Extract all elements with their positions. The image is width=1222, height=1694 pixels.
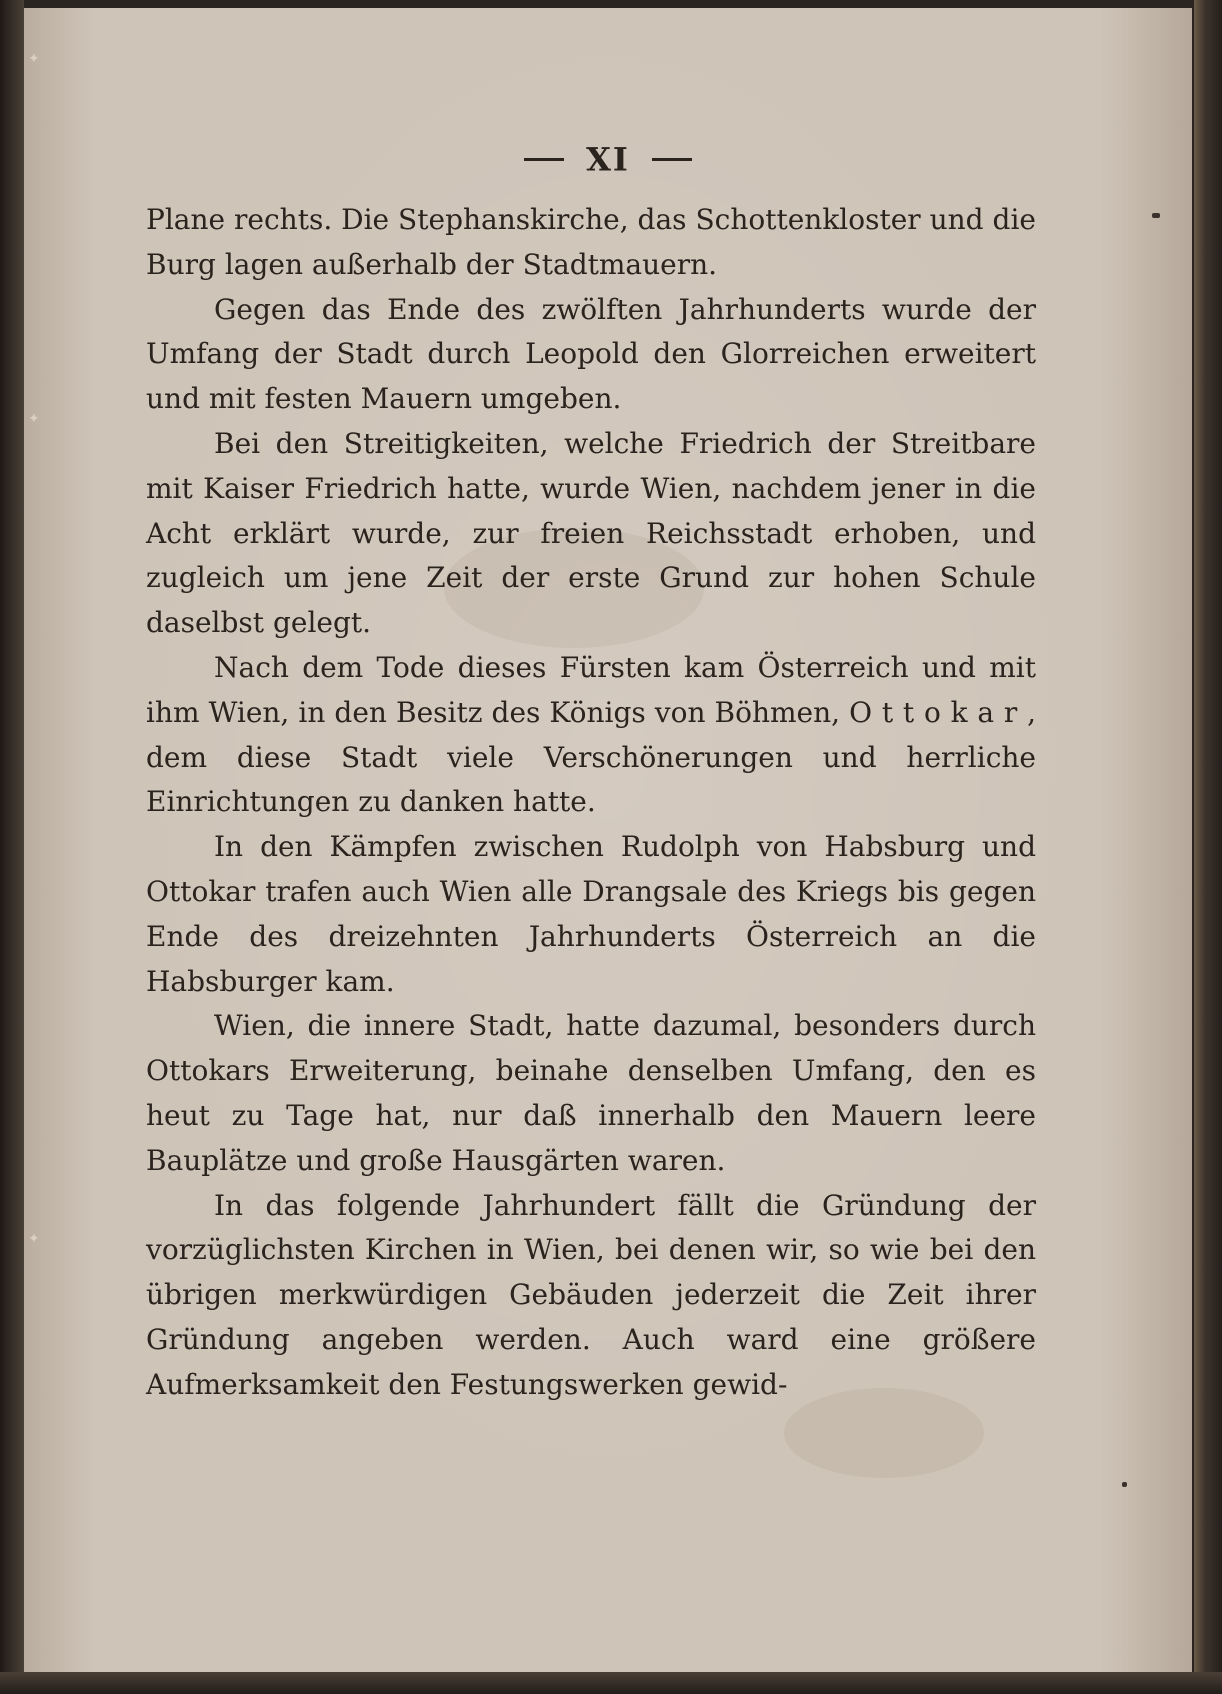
- book-page: [24, 8, 1192, 1672]
- paragraph: Wien, die innere Stadt, hatte dazumal, besonders durch Ottokars Erweiterung, beinahe denselben Umfang, den es heut zu Tage hat, nur daß innerhalb den Mauern leere Bauplätze und große Hausgärten waren.: [146, 1009, 1036, 1177]
- binding-edge: [0, 0, 24, 1694]
- body-text: [146, 198, 1036, 1408]
- paragraph: In das folgende Jahrhundert fällt die Gründung der vorzüglichsten Kirchen in Wien, bei denen wir, so wie bei den übrigen merkwürdigen Gebäuden jederzeit die Zeit ihrer Gründung angeben werden. Auch ward eine größere Aufmerksamkeit den Festungswerken gewid-: [146, 1188, 1036, 1401]
- paragraph-text: , dem diese Stadt viele Verschönerungen und herrliche Einrichtungen zu danken hatte.: [146, 695, 1036, 819]
- paragraph-text: Nach dem Tode dieses Fürsten kam Österreich und mit ihm Wien, in den Besitz des Königs von Böhmen,: [146, 650, 1036, 729]
- binding-thread-icon: ✦: [28, 51, 40, 67]
- page-edge-right: [1194, 0, 1222, 1694]
- paragraph: Bei den Streitigkeiten, welche Friedrich der Streitbare mit Kaiser Friedrich hatte, wurde Wien, nachdem jener in die Acht erklärt wurde, zur freien Reichsstadt erhoben, und zugleich um jene Zeit der erste Grund zur hohen Schule daselbst gelegt.: [146, 426, 1036, 640]
- paragraph-continuation: Plane rechts. Die Stephanskirche, das Schottenkloster und die Burg lagen außerhalb der Stadtmauern.: [146, 203, 1036, 281]
- paragraph: In den Kämpfen zwischen Rudolph von Habsburg und Ottokar trafen auch Wien alle Drangsale des Kriegs bis gegen Ende des dreizehnten Jahrhunderts Österreich an die Habsburger kam.: [146, 830, 1036, 998]
- ink-speck: [1152, 213, 1160, 218]
- binding-thread-icon: ✦: [28, 411, 40, 427]
- paragraph: Gegen das Ende des zwölften Jahrhunderts wurde der Umfang der Stadt durch Leopold den Glorreichen erweitert und mit festen Mauern umgeben.: [146, 292, 1036, 416]
- folio-numeral: XI: [586, 140, 630, 179]
- binding-thread-icon: ✦: [28, 1231, 40, 1247]
- ink-speck: [1122, 1482, 1127, 1487]
- page-number: [24, 138, 1192, 179]
- folio-dash-left: [524, 158, 564, 161]
- page-edge-bottom: [0, 1672, 1222, 1694]
- folio-dash-right: [652, 158, 692, 161]
- paragraph: [146, 646, 1036, 825]
- spaced-name: Ottokar: [849, 695, 1028, 729]
